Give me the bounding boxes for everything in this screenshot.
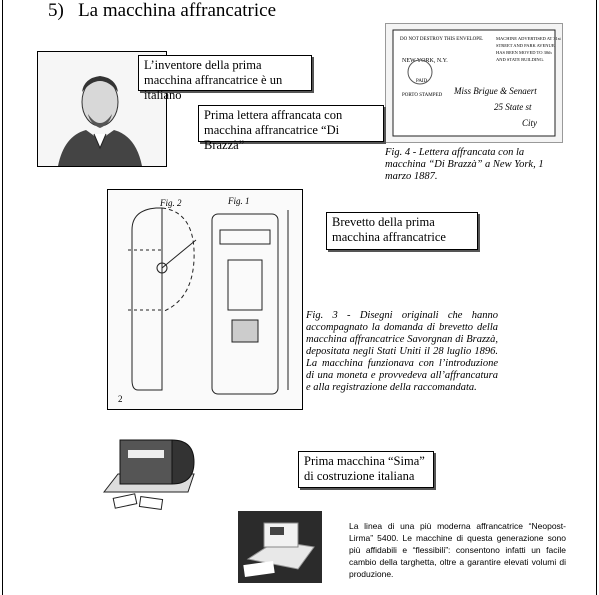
envelope-script2: 25 State st (494, 102, 532, 112)
envelope-line1: DO NOT DESTROY THIS ENVELOPE. (400, 37, 484, 42)
envelope-right4: AND STATE BUILDING. (496, 57, 545, 62)
envelope-right2: STREET AND PARK AVENUE (496, 43, 555, 48)
envelope-right1: MACHINE ADVERTISED AT 31st (496, 36, 561, 41)
envelope-line4: PORTO STAMPED (402, 93, 443, 98)
left-border (2, 0, 3, 595)
patent-drawing (107, 189, 303, 410)
fig2-label: Fig. 2 (160, 198, 182, 208)
inventor-label: L’inventore della prima macchina affrancatrice è un italiano (138, 55, 312, 91)
fig3-caption: Fig. 3 - Disegni originali che hanno accompagnato la domanda di brevetto della macchina affrancatrice Savorgnan di Brazzà, depositata negli Stati Uniti il 28 luglio 1896. La macchina funzionava con l’introduzione di una moneta e provvedeva all’affrancatura e alla registrazione della raccomandata. (306, 310, 498, 393)
patent-label: Brevetto della prima macchina affrancatrice (326, 212, 478, 250)
right-border (596, 0, 597, 595)
envelope-image (385, 23, 563, 143)
sima-machine-image (98, 430, 210, 512)
fig1-label: Fig. 1 (228, 196, 250, 206)
envelope-right3: HAS BEEN MOVED TO 30th (496, 50, 552, 55)
page-number: 2 (118, 394, 123, 404)
envelope-line3: PAID (416, 79, 428, 84)
fig4-caption: Fig. 4 - Lettera affrancata con la macchina “Di Brazzà” a New York, 1 marzo 1887. (385, 147, 544, 182)
neopost-caption: La linea di una più moderna affrancatrice “Neopost-Lirma” 5400. Le macchine di questa generazione sono più affidabili e “flessibili”: consentono infatti un facile cambio della targhetta, oltre a garantire elevati volumi di produzione. (349, 521, 566, 579)
sima-label: Prima macchina “Sima” di costruzione italiana (298, 451, 434, 488)
first-letter-label: Prima lettera affrancata con macchina affrancatrice “Di Brazzà” (198, 105, 384, 142)
envelope-script3: City (522, 118, 537, 128)
envelope-script1: Miss Brigue & Senaert (454, 86, 537, 96)
page-title: 5) La macchina affrancatrice (48, 0, 277, 21)
neopost-machine-image (238, 511, 322, 583)
envelope-line2: NEW YORK, N.Y. (402, 58, 448, 64)
